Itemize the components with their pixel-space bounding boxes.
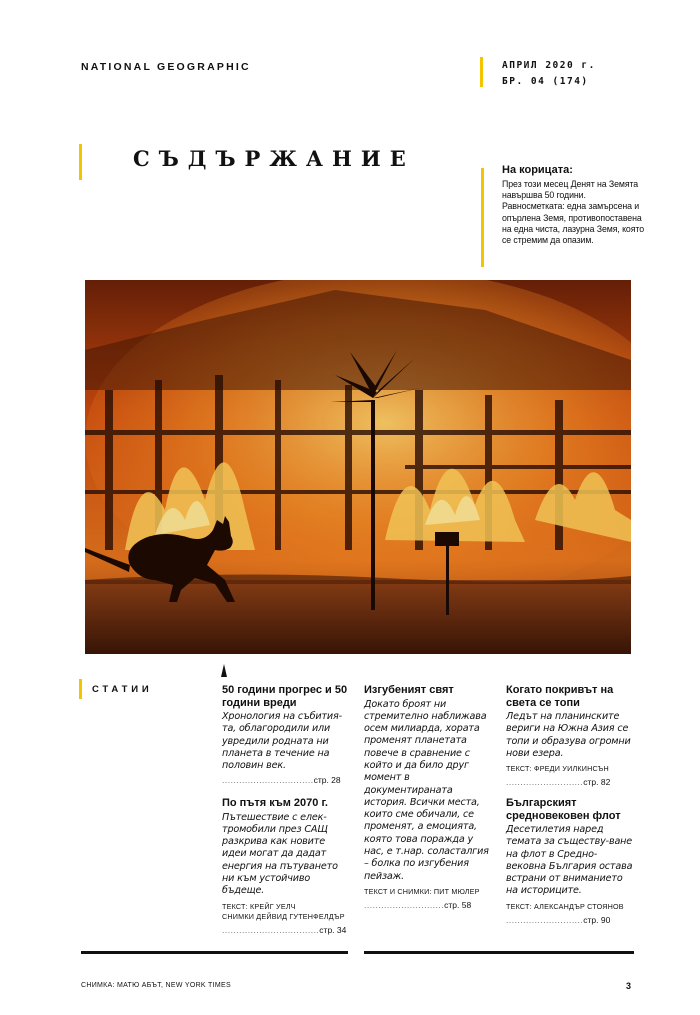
article-page-number: стр. 34 (319, 924, 347, 935)
article-page-ref: ................................стр. 28 (222, 775, 341, 786)
article-summary: Докато броят ни стремително наближава осем милиарда, хората променят планетата повече в сравнение с който и да било друг момент в документираната история. Всички места, които сме обичали, се променят, а емоцията, която това поражда у нас, е т.нар. соласталгия – болка по изгубения пейзаж. (364, 698, 489, 882)
bottom-rule-left (81, 951, 348, 954)
issue-number: БР. 04 (174) (502, 76, 589, 87)
wildfire-kangaroo-photo (85, 280, 631, 654)
article-credit: ТЕКСТ: АЛЕКСАНДЪР СТОЯНОВ (506, 901, 624, 911)
article-item[interactable] (506, 684, 634, 787)
section-label-articles: СТАТИИ (92, 684, 153, 695)
issue-accent-bar (480, 57, 483, 87)
article-page-number: стр. 28 (313, 775, 341, 786)
photo-illustration (85, 280, 631, 654)
bottom-rule-right (364, 951, 634, 954)
article-page-number: стр. 58 (444, 899, 472, 910)
article-title: Когато покривът на света се топи (506, 684, 614, 709)
article-page-ref: ...........................стр. 90 (506, 914, 611, 925)
triangle-marker-icon (221, 664, 227, 677)
article-page-ref: ............................стр. 58 (364, 899, 472, 910)
article-title: Изгубеният свят (364, 684, 454, 696)
article-title: По пътя към 2070 г. (222, 797, 328, 809)
article-credit: ТЕКСТ И СНИМКИ: ПИТ МЮЛЕР (364, 886, 480, 896)
section-accent-bar (79, 679, 82, 699)
title-accent-bar (79, 144, 82, 180)
article-page-number: стр. 90 (583, 914, 611, 925)
article-summary: Хронология на събития-та, облагородили или увредили родната ни планета в течение на половин век. (222, 711, 342, 772)
article-summary: Пътешествие с елек-тромобили през САЩ разкрива как новите идеи могат да дадат енергия на пътуването ни към устойчиво бъдеще. (222, 811, 338, 897)
article-page-ref: ..................................стр. 34 (222, 924, 347, 935)
cover-accent-bar (481, 168, 484, 267)
article-item[interactable] (222, 684, 350, 785)
page-title: СЪДЪРЖАНИЕ (133, 146, 415, 171)
issue-info (502, 58, 596, 90)
article-item[interactable] (364, 684, 494, 910)
article-summary: Десетилетия наред темата за съществу-ване на флот в Средно-вековна България остава встрани от вниманието на историците. (506, 824, 633, 897)
photo-credit: СНИМКА: МАТЮ АБЪТ, NEW YORK TIMES (81, 982, 231, 989)
article-summary: Ледът на планинските вериги на Южна Азия се топи и образува огромни нови езера. (506, 711, 631, 759)
magazine-brand: NATIONAL GEOGRAPHIC (81, 61, 251, 73)
article-item[interactable] (222, 797, 350, 935)
cover-text: През този месец Денят на Земята навършва 50 години. Равносметката: една замърсена и опърлена Земя, противопоставена на една чиста, лазурна Земя, която се стремим да опазим. (502, 179, 645, 246)
article-title: Българският средновековен флот (506, 797, 621, 822)
article-page-number: стр. 82 (583, 777, 611, 788)
article-title: 50 години прогрес и 50 години вреди (222, 684, 348, 709)
page-number: 3 (626, 981, 632, 991)
cover-note (502, 164, 647, 246)
cover-heading: На корицата: (502, 164, 573, 176)
issue-date: АПРИЛ 2020 г. (502, 60, 596, 71)
article-credit-photos: СНИМКИ ДЕЙВИД ГУТЕНФЕЛДЪР (222, 911, 345, 921)
article-credit (222, 902, 350, 922)
article-credit: ТЕКСТ: ФРЕДИ УИЛКИНСЪН (506, 764, 609, 774)
article-item[interactable] (506, 797, 634, 925)
article-page-ref: ...........................стр. 82 (506, 777, 611, 788)
article-credit-text: ТЕКСТ: КРЕЙГ УЕЛЧ (222, 901, 296, 911)
